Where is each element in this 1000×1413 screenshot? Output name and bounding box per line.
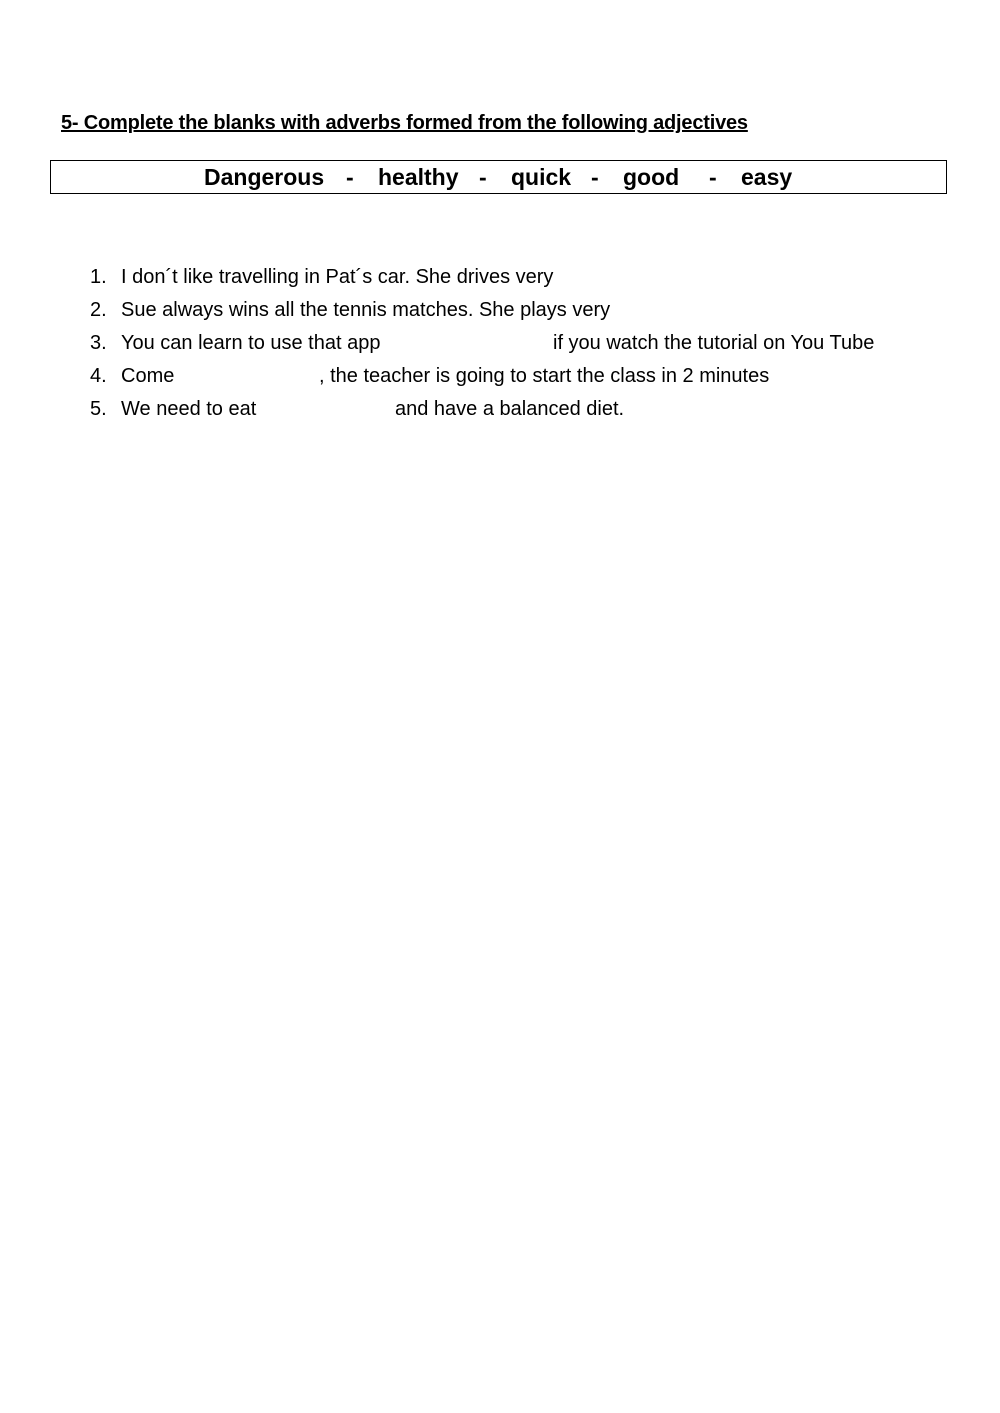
word-bank-word: easy	[741, 164, 793, 190]
exercise-item	[0, 328, 1000, 358]
item-number: 1.	[90, 266, 107, 288]
item-number: 4.	[90, 365, 107, 387]
item-text-after-blank: , the teacher is going to start the class in 2 minutes	[319, 365, 770, 387]
word-bank-separator: -	[479, 164, 487, 190]
item-text: Sue always wins all the tennis matches. She plays very	[121, 299, 611, 321]
item-number: 2.	[90, 299, 107, 321]
item-text-after-blank: and have a balanced diet.	[395, 398, 625, 420]
item-text: We need to eat	[121, 398, 257, 420]
word-bank-separator: -	[591, 164, 599, 190]
item-text: I don´t like travelling in Pat´s car. She drives very	[121, 266, 554, 288]
word-bank-separator: -	[709, 164, 717, 190]
item-text-after-blank: if you watch the tutorial on You Tube	[553, 332, 875, 354]
word-bank-separator: -	[346, 164, 354, 190]
item-number: 3.	[90, 332, 107, 354]
exercise-item	[0, 295, 1000, 325]
exercise-heading: 5- Complete the blanks with adverbs formed from the following adjectives	[61, 112, 748, 134]
item-text: You can learn to use that app	[121, 332, 381, 354]
exercise-item	[0, 361, 1000, 391]
word-bank-word: Dangerous	[204, 164, 325, 190]
item-number: 5.	[90, 398, 107, 420]
exercise-item	[0, 262, 1000, 292]
exercise-item	[0, 394, 1000, 424]
item-text: Come	[121, 365, 175, 387]
word-bank-word: healthy	[378, 164, 459, 190]
word-bank-word: good	[623, 164, 680, 190]
word-bank-word: quick	[511, 164, 572, 190]
word-bank-box	[50, 160, 947, 194]
